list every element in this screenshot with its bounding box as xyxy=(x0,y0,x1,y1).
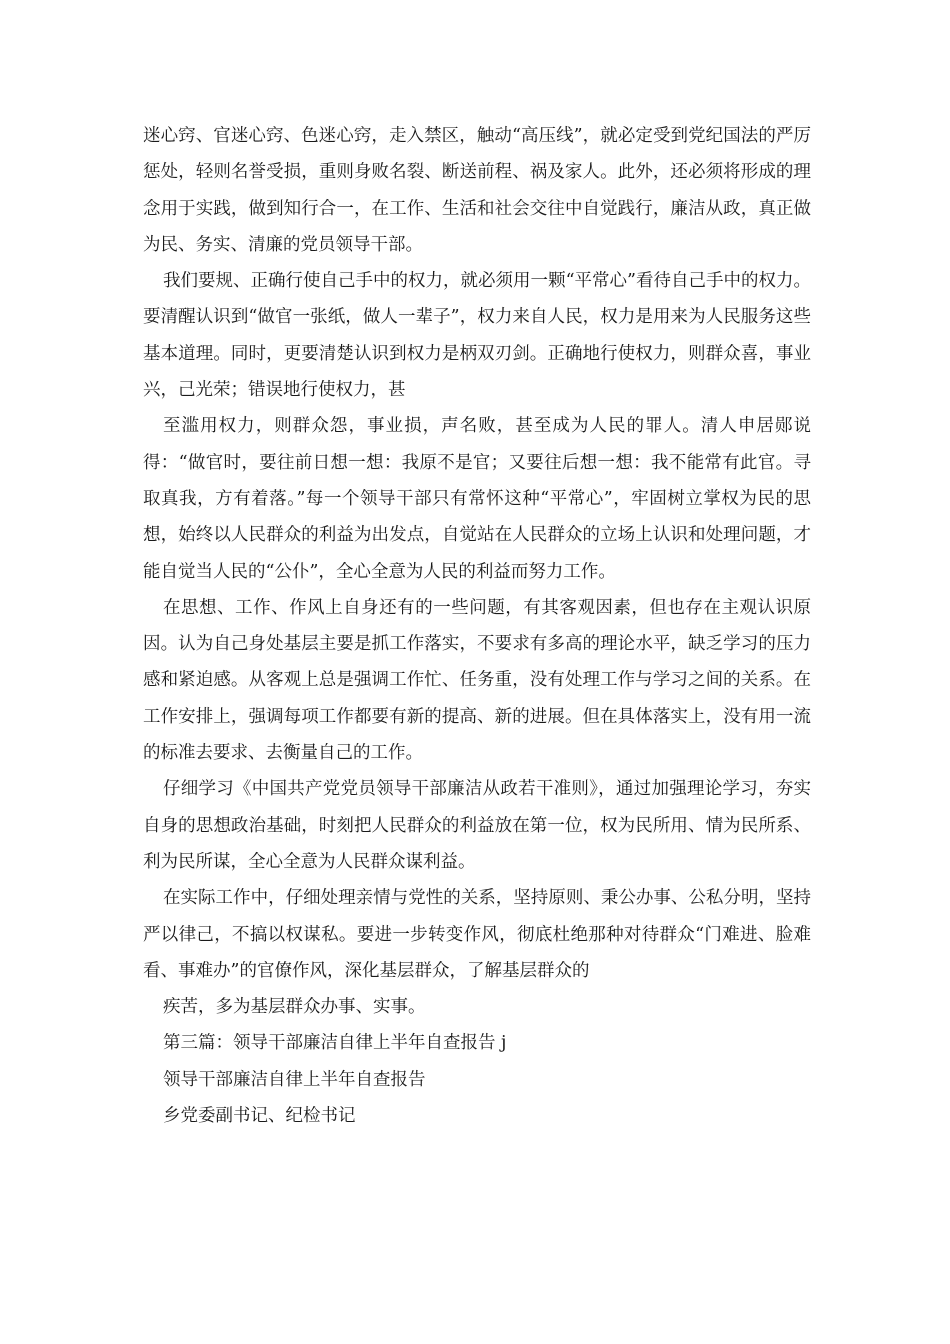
paragraph-5: 仔细学习《中国共产党党员领导干部廉洁从政若干准则》，通过加强理论学习，夯实自身的思想政治基础，时刻把人民群众的利益放在第一位，权为民所用、情为民所系、利为民所谋，全心全意为人民群众谋利益。 xyxy=(143,779,811,872)
document-body xyxy=(143,118,811,1134)
paragraph-1: 迷心窍、官迷心窍、色迷心窍，走入禁区，触动“高压线”，就必定受到党纪国法的严厉惩处，轻则名誉受损，重则身败名裂、断送前程、祸及家人。此外，还必须将形成的理念用于实践，做到知行合一，在工作、生活和社会交往中自觉践行，廉洁从政，真正做为民、务实、清廉的党员领导干部。 xyxy=(143,126,811,255)
paragraph-2: 我们要规、正确行使自己手中的权力，就必须用一颗“平常心”看待自己手中的权力。要清醒认识到“做官一张纸，做人一辈子”，权力来自人民，权力是用来为人民服务这些基本道理。同时，更要清楚认识到权力是柄双刃剑。正确地行使权力，则群众喜，事业兴，己光荣；错误地行使权力，甚 xyxy=(143,271,811,401)
paragraph-6: 在实际工作中，仔细处理亲情与党性的关系，坚持原则、秉公办事、公私分明，坚持严以律己，不搞以权谋私。要进一步转变作风，彻底杜绝那种对待群众“门难进、脸难看、事难办”的官僚作风，深化基层群众，了解基层群众的 xyxy=(143,888,811,981)
paragraph-4: 在思想、工作、作风上自身还有的一些问题，有其客观因素，但也存在主观认识原因。认为自己身处基层主要是抓工作落实，不要求有多高的理论水平，缺乏学习的压力感和紧迫感。从客观上总是强调工作忙、任务重，没有处理工作与学习之间的关系。在工作安排上，强调每项工作都要有新的提高、新的进展。但在具体落实上，没有用一流的标准去要求、去衡量自己的工作。 xyxy=(143,597,811,764)
report-title: 领导干部廉洁自律上半年自查报告 xyxy=(163,1069,426,1090)
author-position: 乡党委副书记、纪检书记 xyxy=(163,1106,356,1127)
text-line-1: 疾苦，多为基层群众办事、实事。 xyxy=(163,997,426,1018)
paragraph-3: 至滥用权力，则群众怨，事业损，声名败，甚至成为人民的罪人。清人申居郧说得：“做官时，要往前日想一想：我原不是官；又要往后想一想：我不能常有此官。寻取真我，方有着落。”每一个领导干部只有常怀这种“平常心”，牢固树立掌权为民的思想，始终以人民群众的利益为出发点，自觉站在人民群众的立场上认识和处理问题，才能自觉当人民的“公仆”，全心全意为人民的利益而努力工作。 xyxy=(143,416,811,582)
section-heading: 第三篇：领导干部廉洁自律上半年自查报告 j xyxy=(163,1033,507,1054)
